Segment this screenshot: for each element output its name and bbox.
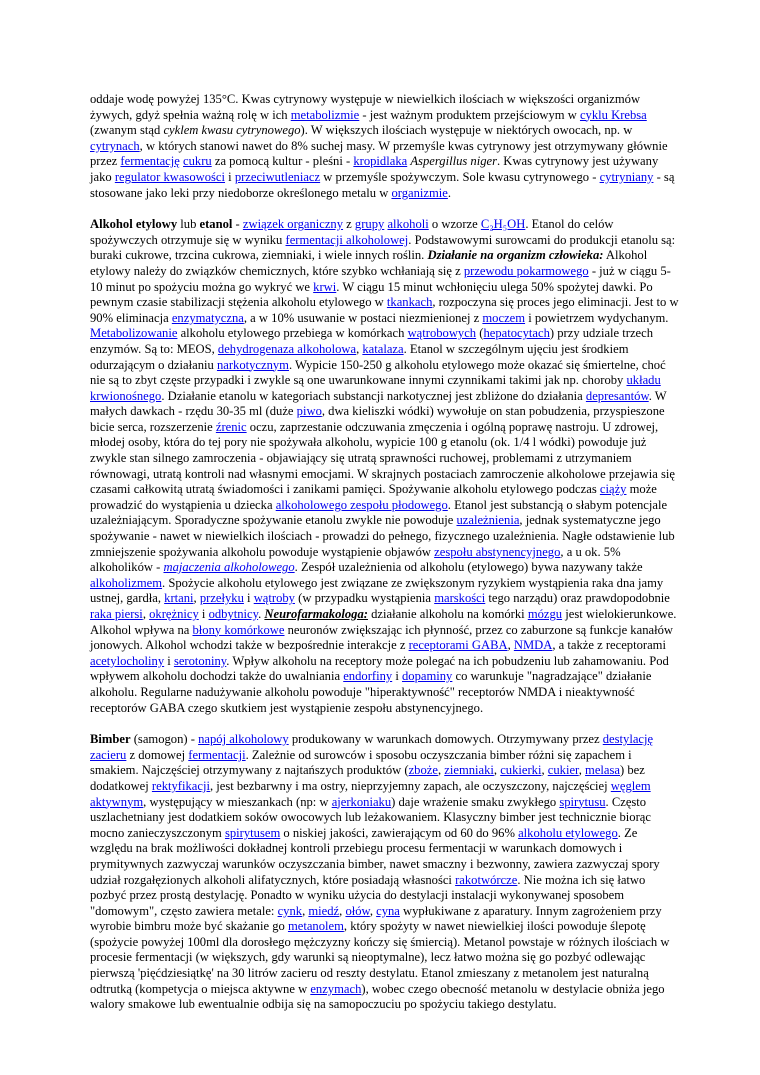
body-text: , bbox=[339, 903, 346, 918]
term-alkohol-etylowy: Alkohol etylowy bbox=[90, 217, 178, 232]
link-cukru[interactable]: cukru bbox=[183, 154, 212, 169]
body-text: . bbox=[447, 185, 452, 200]
link-grupy[interactable]: grupy bbox=[354, 217, 385, 232]
link-krwi[interactable]: krwi bbox=[313, 279, 337, 294]
body-text: . bbox=[258, 607, 265, 621]
body-text: produkowany w warunkach domowych. Otrzymywany przez bbox=[288, 732, 603, 747]
link-cynk[interactable]: cynk bbox=[277, 903, 303, 918]
link-kropidlaka[interactable]: kropidlaka bbox=[353, 154, 408, 169]
link-zespolu-abstynencyjnego[interactable]: zespołu abstynencyjnego bbox=[434, 544, 561, 559]
link-spirytusem[interactable]: spirytusem bbox=[224, 825, 281, 840]
body-text: . Kwas cytrynowy jest używany jako bbox=[90, 154, 659, 184]
link-alkoholowego-zespolu-plodowego[interactable]: alkoholowego zespołu płodowego bbox=[275, 497, 448, 512]
body-text: neuronów zwiększając ich płynność, przez co zaburzone są funkcje kanałów jonowych. Alkohol wchodzi także w bezpośrednie interakcje z bbox=[90, 622, 673, 653]
body-text: jest wielokierunkowe. Alkohol wpływa na bbox=[90, 607, 677, 637]
body-text: , w których stanowi nawet do 8% suchej masy. W przemyśle kwas cytrynowy jest otrzymywany głównie przez bbox=[90, 138, 668, 169]
paragraph-citric-acid bbox=[90, 92, 680, 201]
paragraph-bimber bbox=[90, 732, 680, 1013]
body-text: , bbox=[578, 763, 586, 778]
link-endorfiny[interactable]: endorfiny bbox=[343, 669, 393, 684]
body-text: i bbox=[164, 653, 174, 668]
body-text: . Zależnie od surowców i sposobu oczyszczania bimber różni się zapachem i smakiem. Najczęściej otrzymywany z najtańszych produktów ( bbox=[90, 747, 632, 778]
link-depresantow[interactable]: depresantów bbox=[585, 388, 649, 403]
body-text: , jest bezbarwny i ma ostry, nieprzyjemny zapach, ale oczyszczony, najczęściej bbox=[209, 778, 611, 793]
body-text: . Podstawowymi surowcami do produkcji etanolu są: buraki cukrowe, trzcina cukrowa, ziemniaki, i wiele innych roślin. bbox=[90, 232, 676, 263]
body-text: , bbox=[369, 903, 377, 918]
body-text: tego narządu) oraz prawdopodobnie bbox=[485, 591, 670, 606]
body-text: i bbox=[225, 169, 235, 184]
section-label: Działanie na organizm człowieka: bbox=[427, 248, 604, 263]
body-text: , bbox=[507, 638, 514, 653]
body-text: wypłukiwane z aparatury. Innym zagrożeniem przy wyrobie bimbru może być skażanie go bbox=[90, 903, 662, 934]
body-text: . Nie można ich się łatwo pozbyć przez prostą destylację. Ponadto w wyniku użycia do destylacji instalacji wykonywanej sposobem "domowym", często zawiera metale: bbox=[90, 872, 646, 918]
link-zrenic[interactable]: źrenic bbox=[215, 419, 247, 434]
link-przewodu-pokarmowego[interactable]: przewodu pokarmowego bbox=[463, 263, 589, 278]
body-text: za pomocą kultur - pleśni - bbox=[211, 154, 354, 169]
body-text: , bbox=[493, 763, 501, 778]
link-regulator-kwasowosci[interactable]: regulator kwasowości bbox=[114, 169, 226, 184]
link-raka-piersi[interactable]: raka piersi bbox=[90, 607, 143, 621]
italic-term: Aspergillus niger bbox=[410, 154, 497, 169]
link-fermentacji[interactable]: fermentacji bbox=[188, 747, 246, 762]
link-ziemniaki[interactable]: ziemniaki bbox=[444, 763, 494, 778]
link-cukier[interactable]: cukier bbox=[547, 763, 579, 778]
link-melasa[interactable]: melasa bbox=[585, 763, 621, 778]
link-cytryniany[interactable]: cytryniany bbox=[599, 169, 654, 184]
link-zacieru[interactable]: zacieru bbox=[90, 747, 127, 762]
body-text: , występujący w mieszankach (np: w bbox=[143, 794, 332, 809]
link-rektyfikacji[interactable]: rektyfikacji bbox=[151, 778, 210, 793]
link-hepatocytach[interactable]: hepatocytach bbox=[483, 326, 550, 341]
body-text: oczu, zaprzestanie odczuwania zmęczenia i ogólną poprawę nastroju. U zdrowej, młodej osoby, która do tej pory nie spożywała alkoholu, wypicie 100 g etanolu (ok. 1/4 l wódki) powoduje już zwykle stan silnego zamroczenia - objawiający się utratą sprawności ruchowej, problemami z utrzymaniem równowagi, utratą kontroli nad własnymi emocjami. W skrajnych postaciach zamroczenie alkoholowe przejawia się czasami całkowitą utratą świadomości i zanikami pamięci. Spożywanie alkoholu etylowego podczas bbox=[90, 419, 675, 497]
link-majaczenia-alkoholowego[interactable]: majaczenia alkoholowego bbox=[163, 560, 295, 575]
body-text: alkoholu etylowego przebiega w komórkach bbox=[177, 326, 408, 341]
italic-term: cyklem kwasu cytrynowego bbox=[163, 123, 301, 138]
body-text: i bbox=[243, 591, 254, 606]
body-text: , który spożyty w nawet niewielkiej ilości powoduje ślepotę (spożycie powyżej 100ml dla dorosłego mężczyzny kończy się śmiercią). Metanol powstaje w różnych ilościach w procesie fermentacji (w większych, gdy warunki są nieoptymalne), lecz łatwo można się go pozbyć odlewając pierwszą 'pięćdziesiątkę' na 30 litrów zacieru od reszty destylatu. Etanol zmieszany z metanolem jest naturalną odtrutką (kompetycja o miejsca aktywne w bbox=[90, 919, 670, 996]
section-label: Neurofarmakologa: bbox=[264, 607, 368, 621]
body-text: i bbox=[198, 607, 209, 621]
body-text: o niskiej jakości, zawierającym od 60 do 96% bbox=[280, 825, 519, 840]
link-watrobowych[interactable]: wątrobowych bbox=[407, 326, 477, 341]
link-serotoniny[interactable]: serotoniny bbox=[173, 653, 227, 668]
term-etanol: etanol bbox=[199, 217, 233, 232]
link-organizmie[interactable]: organizmie bbox=[391, 185, 448, 200]
body-text: - są stosowane jako leki przy niedoborze określonego metalu w bbox=[90, 169, 675, 200]
body-text: (w przypadku wystąpienia bbox=[294, 591, 435, 606]
link-moczem[interactable]: moczem bbox=[482, 310, 526, 325]
link-metanolem[interactable]: metanolem bbox=[287, 919, 344, 934]
body-text: z bbox=[343, 217, 355, 232]
body-text: z domowej bbox=[126, 747, 189, 762]
body-text: lub bbox=[177, 217, 200, 232]
body-text: ) daje wrażenie smaku zwykłego bbox=[391, 794, 560, 809]
link-przeciwutleniacz[interactable]: przeciwutleniacz bbox=[234, 169, 321, 184]
body-text: , bbox=[142, 607, 150, 621]
link-cukierki[interactable]: cukierki bbox=[500, 763, 542, 778]
link-mozgu[interactable]: mózgu bbox=[527, 607, 563, 621]
link-enzymach[interactable]: enzymach bbox=[310, 981, 362, 996]
body-text: , a u ok. 5% alkoholików - bbox=[90, 544, 621, 575]
link-napoj-alkoholowy[interactable]: napój alkoholowy bbox=[198, 732, 289, 747]
body-text: . Etanol w szczególnym ujęciu jest środkiem odurzającym o działaniu bbox=[90, 341, 629, 372]
link-cytrynach[interactable]: cytrynach bbox=[90, 138, 140, 153]
body-text: ) przy udziale trzech enzymów. Są to: MEOS, bbox=[90, 326, 654, 356]
link-marskosci[interactable]: marskości bbox=[434, 591, 486, 606]
link-fermentacje[interactable]: fermentację bbox=[120, 154, 180, 169]
body-text: i powietrzem wydychanym. bbox=[525, 310, 669, 325]
body-text: , a także z receptorami bbox=[552, 638, 666, 653]
link-metabolizowanie[interactable]: Metabolizowanie bbox=[90, 326, 178, 341]
body-text: , bbox=[541, 763, 548, 778]
body-text: może prowadzić do wystąpienia u dziecka bbox=[90, 482, 657, 512]
link-alkoholi[interactable]: alkoholi bbox=[387, 217, 429, 232]
link-fermentacji-alkoholowej[interactable]: fermentacji alkoholowej bbox=[285, 232, 409, 247]
link-rakotworcze[interactable]: rakotwórcze bbox=[455, 872, 518, 887]
link-acetylocholiny[interactable]: acetylocholiny bbox=[90, 653, 165, 668]
body-text: i bbox=[392, 669, 402, 684]
body-text: . Etanol do celów spożywczych otrzymuje się w wyniku bbox=[90, 217, 614, 247]
link-przelyku[interactable]: przełyku bbox=[199, 591, 244, 606]
body-text: , jednak systematyczne jego spożywanie - nawet w niewielkich ilościach - prowadzi do pełnego, fizycznego uzależnienia. Nagłe odstawienie lub zmniejszenie spożywania alkoholu powoduje wystąpienie objawów bbox=[90, 513, 675, 559]
link-cyna[interactable]: cyna bbox=[376, 903, 400, 918]
link-enzymatyczna[interactable]: enzymatyczna bbox=[171, 310, 244, 325]
body-text: (samogon) - bbox=[130, 732, 199, 747]
link-ukladu-krwionosnego[interactable]: układu krwionośnego bbox=[90, 373, 661, 403]
link-odbytnicy[interactable]: odbytnicy bbox=[208, 607, 259, 621]
body-text: . Wpływ alkoholu na receptory może polegać na ich pobudzeniu lub zahamowaniu. Pod wpływem alkoholu dochodzi także do uwalniania bbox=[90, 653, 669, 684]
link-nmda[interactable]: NMDA bbox=[513, 638, 553, 653]
link-olow[interactable]: ołów bbox=[345, 903, 370, 918]
body-text: oddaje wodę powyżej 135°C. Kwas cytrynowy występuje w niewielkich ilościach w większości organizmów żywych, gdyż spełnia ważną rolę w ich bbox=[90, 92, 641, 122]
body-text: - bbox=[232, 217, 243, 232]
body-text: co warunkuje "nagradzające" działanie alkoholu. Regularne nadużywanie alkoholu powoduje "hiperaktywność" receptorów NMDA i nieaktywność receptorów GABA czego skutkiem jest wystąpienie zespołu abstynencyjnego. bbox=[90, 669, 652, 715]
link-narkotycznym[interactable]: narkotycznym bbox=[216, 357, 289, 372]
body-text: w przemyśle spożywczym. Sole kwasu cytrynowego - bbox=[320, 169, 600, 184]
body-text: działanie alkoholu na komórki bbox=[367, 607, 528, 621]
body-text: . Spożycie alkoholu etylowego jest związane ze zwiększonym ryzykiem wystąpienia raka dna jamy ustnej, gardła, bbox=[90, 575, 664, 606]
link-okreznicy[interactable]: okrężnicy bbox=[149, 607, 199, 621]
body-text: , bbox=[356, 341, 363, 356]
body-text: . Wypicie 150-250 g alkoholu etylowego może okazać się śmiertelne, choć nie są to zbyt częste przypadki i zwykle są one uwarunkowane innymi czynnikami takimi jak np. choroby bbox=[90, 357, 666, 388]
link-krtani[interactable]: krtani bbox=[164, 591, 194, 606]
link-zboze[interactable]: zboże bbox=[408, 763, 438, 778]
link-miedz[interactable]: miedź bbox=[308, 903, 340, 918]
link-dopaminy[interactable]: dopaminy bbox=[401, 669, 453, 684]
body-text: , bbox=[302, 903, 309, 918]
body-text: ) bez dodatkowej bbox=[90, 763, 645, 793]
body-text: ). W większych ilościach występuje w niektórych owocach, np. w bbox=[300, 123, 633, 138]
link-tkankach[interactable]: tkankach bbox=[386, 295, 433, 310]
link-uzaleznienia[interactable]: uzależnienia bbox=[456, 513, 520, 528]
body-text: Alkohol etylowy należy do związków chemicznych, które szybko wchłaniają się z bbox=[90, 248, 648, 278]
body-text: , dwa kieliszki wódki) wywołuje on stan pobudzenia, przyspieszone bicie serca, rozszerzenie bbox=[90, 404, 665, 434]
body-text: . Zespół uzależnienia od alkoholu (etylowego) bywa nazywany także bbox=[294, 560, 643, 575]
paragraph-ethyl-alcohol bbox=[90, 217, 680, 716]
link-piwo[interactable]: piwo bbox=[296, 404, 322, 419]
link-alkoholu-etylowego[interactable]: alkoholu etylowego bbox=[518, 825, 618, 840]
link-alkoholizmem[interactable]: alkoholizmem bbox=[90, 575, 163, 590]
body-text: - już w ciągu 5-10 minut po spożyciu można go wykryć we bbox=[90, 263, 671, 294]
body-text: . Ze względu na brak możliwości dokładnej kontroli przebiegu procesu fermentacji w warunkach domowych i prymitywnych zazwyczaj warunków oczyszczania bimber, nawet smaczny i bezwonny, zawiera zazwyczaj spory udział rozgałęzionych alkoholi alifatycznych, które posiadają własności bbox=[90, 825, 660, 887]
body-text: . W małych dawkach - rzędu 30-35 ml (duże bbox=[90, 388, 667, 419]
body-text: ), wobec czego obecność metanolu w destylacie obniża jego walory smakowe lub ewentualnie odbija się na samopoczuciu po spożyciu takiego destylatu. bbox=[90, 981, 665, 1012]
link-ciazy[interactable]: ciąży bbox=[599, 482, 627, 497]
link-destylacje[interactable]: destylację bbox=[602, 732, 654, 747]
link-dehydrogenaza-alkoholowa[interactable]: dehydrogenaza alkoholowa bbox=[217, 341, 357, 356]
term-bimber: Bimber bbox=[90, 732, 131, 747]
body-text: (zwanym stąd bbox=[90, 123, 164, 138]
body-text: . Działanie etanolu w kategoriach substancji narkotycznej jest zbliżone do działania bbox=[161, 388, 586, 403]
link-cyklu-krebsa[interactable]: cyklu Krebsa bbox=[579, 107, 647, 122]
link-metabolizmie[interactable]: metabolizmie bbox=[290, 107, 360, 122]
body-text: . Często uszlachetniany jest dodatkiem soków owocowych lub leżakowaniem. Klasyczny bimber jest technicznie biorąc mocno zanieczyszczonym bbox=[90, 794, 651, 840]
body-text: . W ciągu 15 minut wchłonięciu ulega 50% spożytej dawki. Po pewnym czasie stabilizacji stężenia alkoholu etylowego w bbox=[90, 279, 653, 310]
link-c-h-oh[interactable]: C₂H₅OH bbox=[480, 217, 526, 232]
body-text: ( bbox=[476, 326, 484, 341]
link-receptorami-gaba[interactable]: receptorami GABA bbox=[408, 638, 508, 653]
body-text: o wzorze bbox=[428, 217, 481, 232]
link-ajerkoniaku[interactable]: ajerkoniaku bbox=[331, 794, 392, 809]
document-page bbox=[90, 92, 680, 1029]
body-text: , bbox=[437, 763, 445, 778]
link-watroby[interactable]: wątroby bbox=[253, 591, 295, 606]
body-text: , rozpoczyna się proces jego eliminacji. Jest to w 90% eliminacja bbox=[90, 295, 679, 325]
link-katalaza[interactable]: katalaza bbox=[362, 341, 404, 356]
link-zwiazek-organiczny[interactable]: związek organiczny bbox=[242, 217, 344, 232]
body-text: , a w 10% usuwanie w postaci niezmienionej z bbox=[243, 310, 483, 325]
link-blony-komorkowe[interactable]: błony komórkowe bbox=[192, 622, 285, 637]
body-text: . Etanol jest substancją o słabym potencjale uzależniającym. Sporadyczne spożywanie etanolu zwykle nie powoduje bbox=[90, 497, 668, 528]
link-spirytusu[interactable]: spirytusu bbox=[559, 794, 606, 809]
link-weglem-aktywnym[interactable]: węglem aktywnym bbox=[90, 778, 651, 809]
body-text: , bbox=[193, 591, 200, 606]
body-text: - jest ważnym produktem przejściowym w bbox=[359, 107, 580, 122]
